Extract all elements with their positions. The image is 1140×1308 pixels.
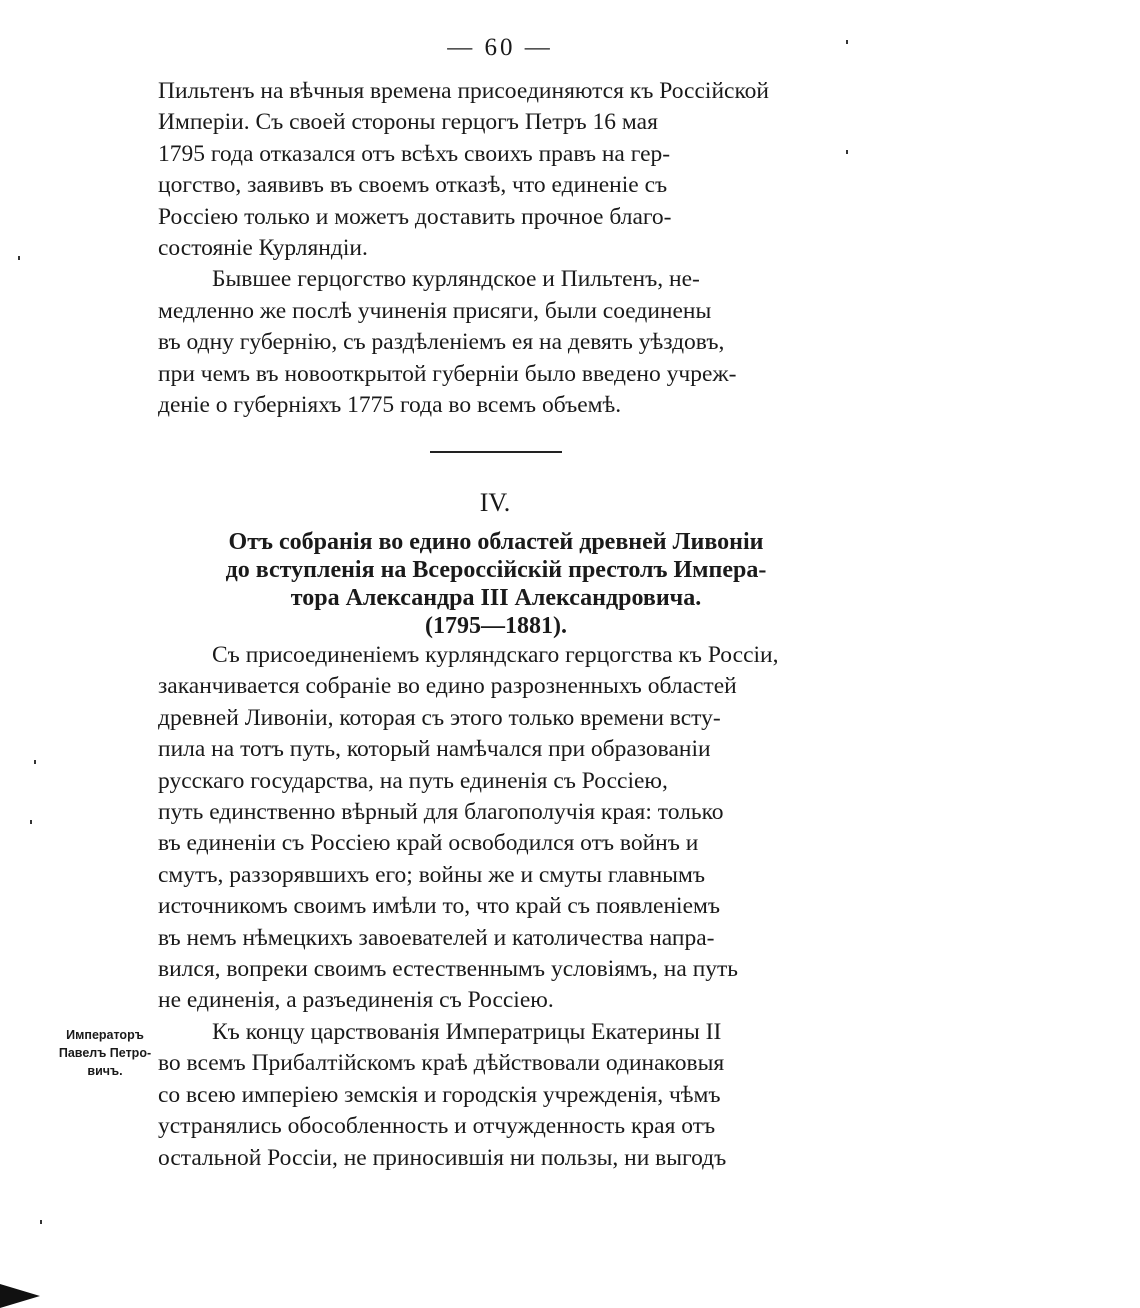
text-line: цогство, заявивъ въ своемъ отказѣ, что единенiе съ (158, 172, 668, 199)
text-line: состоянiе Курляндiи. (158, 235, 368, 262)
text-line: Имперiи. Съ своей стороны герцогъ Петръ 16 мая (158, 109, 658, 136)
scan-speck (30, 820, 32, 824)
text-line: Бывшее герцогство курляндское и Пильтенъ, не- (212, 266, 700, 293)
text-line: смутъ, раззорявшихъ его; войны же и смуты главнымъ (158, 861, 705, 888)
scan-speck (846, 40, 848, 44)
text-line: Россiею только и можетъ доставить прочное благо- (158, 203, 672, 230)
text-line: Съ присоединенiемъ курляндскаго герцогства къ Россiи, (212, 642, 779, 668)
text-line: медленно же послѣ учиненiя присяги, были соединены (158, 297, 712, 324)
text-line: вился, вопреки своимъ естественнымъ условiямъ, на путь (158, 956, 739, 983)
section-title-line: (1795—1881). (425, 613, 567, 639)
scan-edge-mark (0, 1284, 40, 1308)
scan-speck (40, 1220, 42, 1224)
section-title (158, 528, 834, 640)
text-line: источникомъ своимъ имѣли то, что край съ появленiемъ (158, 893, 721, 920)
section-divider-rule (430, 451, 562, 453)
text-line: русскаго государства, на путь единенiя съ Россiею, (158, 767, 668, 794)
paragraph-catherine (158, 1017, 834, 1174)
text-line: не единенiя, а разъединенiя съ Россiею. (158, 987, 554, 1014)
top-text-block (158, 76, 834, 421)
page-number: — 60 — (447, 34, 553, 61)
margin-note-line: Павелъ Петро- (58, 1046, 152, 1060)
text-line: устранялись обособленность и отчужденность края отъ (158, 1113, 716, 1140)
scan-speck (34, 760, 36, 764)
text-line: Пильтенъ на вѣчныя времена присоединяются къ Россiйской (158, 78, 769, 104)
text-line: въ одну губернiю, съ раздѣленiемъ ея на девять уѣздовъ, (158, 329, 725, 356)
text-line: заканчивается собранiе во едино разрозненныхъ областей (158, 673, 737, 700)
text-line: древней Ливонiи, которая съ этого только времени всту- (158, 704, 721, 731)
section-title-line: до вступленiя на Всероссiйскiй престолъ Импера- (225, 557, 767, 583)
paragraph-continued (158, 76, 834, 264)
section-title-line: Отъ собранiя во едино областей древней Ливонiи (228, 529, 764, 555)
text-line: со всею имперiею земскiя и городскiя учрежденiя, чѣмъ (158, 1081, 721, 1108)
text-line: пила на тотъ путь, который намѣчался при образованiи (158, 736, 711, 763)
scan-speck (846, 150, 848, 154)
paragraph-governorate (158, 264, 834, 421)
margin-note-line: Императоръ (66, 1028, 144, 1042)
text-line: остальной Россiи, не приносившiя ни пользы, ни выгодъ (158, 1144, 727, 1171)
scan-speck (18, 256, 20, 260)
text-line: 1795 года отказался отъ всѣхъ своихъ правъ на гер- (158, 140, 671, 167)
margin-note-line: вичъ. (87, 1064, 123, 1078)
text-line: денiе о губернiяхъ 1775 года во всемъ объемѣ. (158, 392, 622, 419)
margin-note (42, 1026, 168, 1080)
section-title-line: тора Александра III Александровича. (290, 585, 702, 611)
body-text-block (158, 640, 834, 1174)
section-number: IV. (479, 488, 511, 517)
text-line: Къ концу царствованiя Императрицы Екатерины II (212, 1018, 722, 1045)
text-line: въ единенiи съ Россiею край освободился отъ войнъ и (158, 830, 699, 857)
text-line: при чемъ въ новооткрытой губернiи было введено учреж- (158, 360, 737, 387)
paragraph-annexation (158, 640, 834, 1017)
text-line: во всемъ Прибалтiйскомъ краѣ дѣйствовали одинаковыя (158, 1050, 725, 1077)
text-line: въ немъ нѣмецкихъ завоевателей и католичества напра- (158, 924, 715, 951)
text-line: путь единственно вѣрный для благополучiя края: только (158, 799, 724, 826)
